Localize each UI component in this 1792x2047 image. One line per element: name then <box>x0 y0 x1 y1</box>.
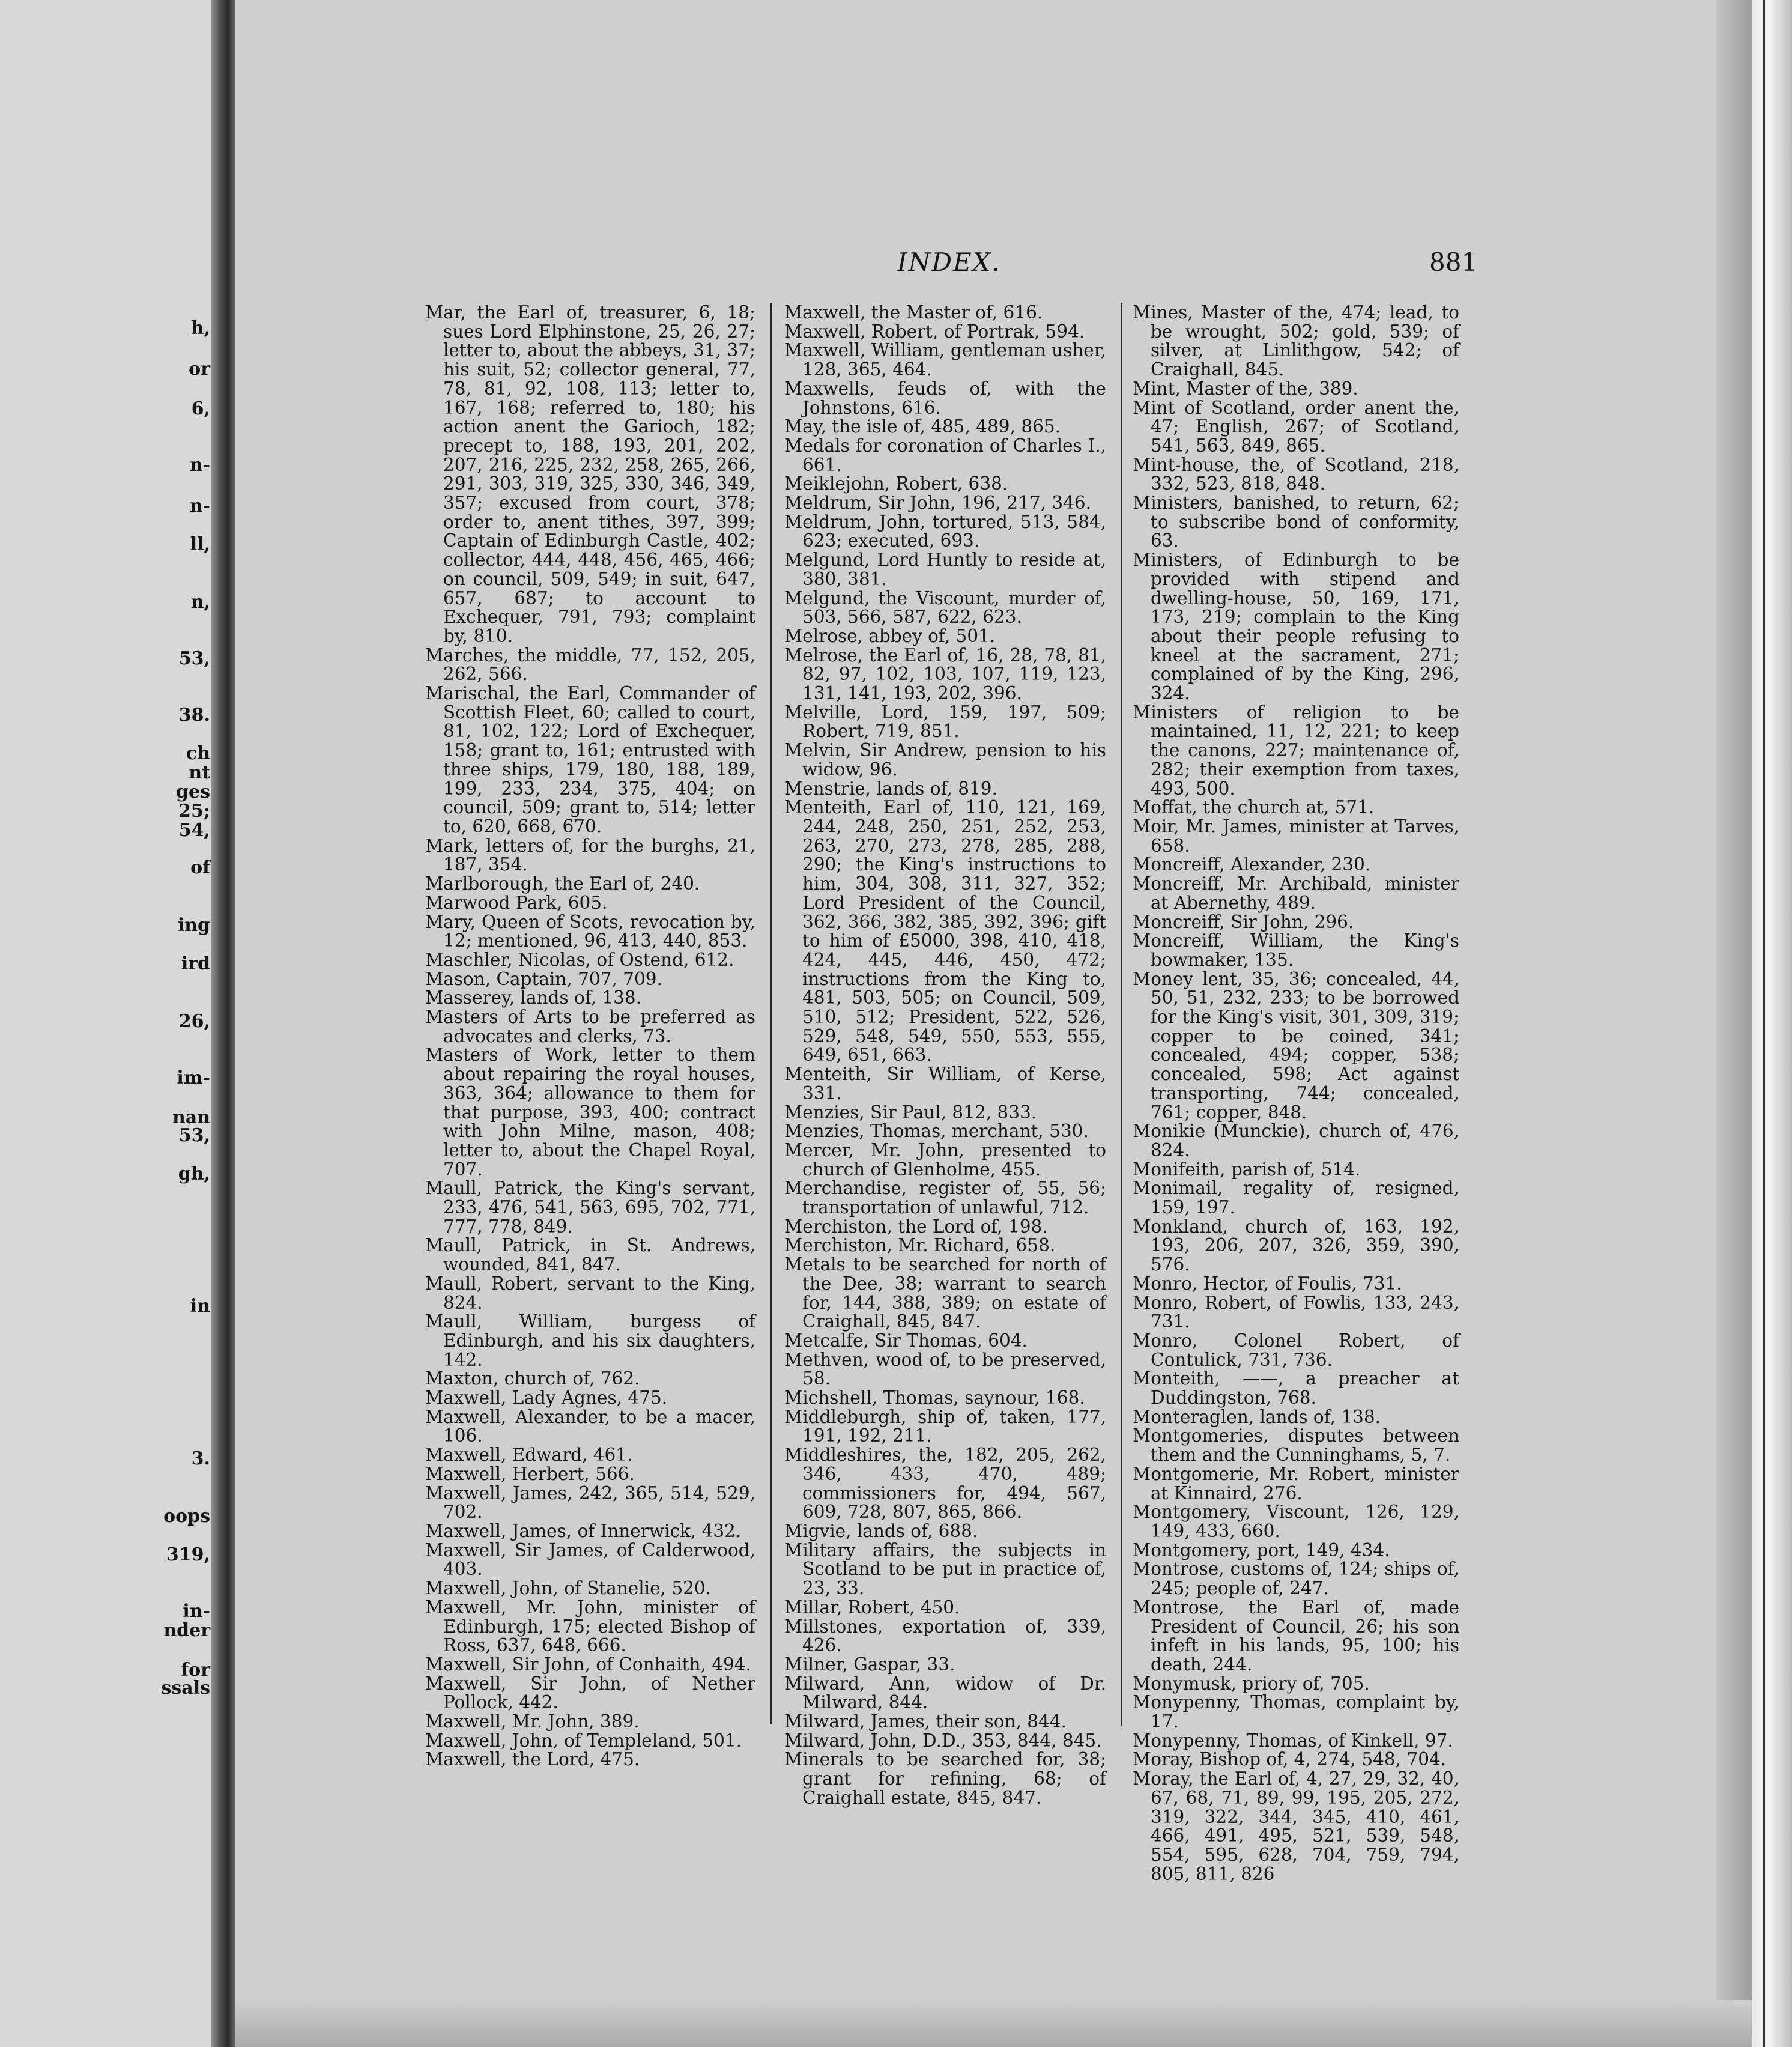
facing-page-fragment: nan <box>172 1107 210 1128</box>
index-entry: Mint-house, the, of Scotland, 218, 332, 523, 818, 848. <box>1133 454 1459 494</box>
index-entry: Monro, Hector, of Foulis, 731. <box>1133 1273 1402 1294</box>
scan-border-line <box>1763 0 1765 2047</box>
facing-page-fragment: ll, <box>190 534 210 555</box>
facing-page-fragment: 319, <box>166 1544 210 1565</box>
index-entry: Merchiston, Mr. Richard, 658. <box>784 1235 1056 1256</box>
facing-page-fragment: ssals <box>161 1678 210 1699</box>
index-entry: Marches, the middle, 77, 152, 205, 262, 566. <box>425 644 755 685</box>
index-entry: Moncreiff, Mr. Archibald, minister at Abernethy, 489. <box>1133 873 1459 913</box>
index-column-2 <box>784 303 1106 1808</box>
facing-page-fragment: ing <box>177 915 210 936</box>
index-entry: Maxwell, the Master of, 616. <box>784 302 1043 323</box>
page-edge-shadow <box>1716 0 1752 2047</box>
index-entry: Maxwell, the Lord, 475. <box>425 1749 640 1770</box>
index-entry: Maxwell, Robert, of Portrak, 594. <box>784 321 1085 342</box>
index-entry: Moncreiff, William, the King's bowmaker, 135. <box>1133 930 1459 970</box>
scan-margin <box>1752 0 1792 2047</box>
index-entry: Moray, Bishop of, 4, 274, 548, 704. <box>1133 1749 1447 1770</box>
index-entry: Masters of Work, letter to them about repairing the royal houses, 363, 364; allowance to them for that purpose, 393, 400; contract with John Milne, mason, 408; letter to, about the Chapel Royal, 707. <box>425 1045 755 1180</box>
index-entry: Masserey, lands of, 138. <box>425 987 642 1008</box>
running-head: INDEX. <box>897 247 1001 277</box>
facing-page-fragment: nt <box>189 762 210 783</box>
facing-page-fragment: or <box>189 359 210 380</box>
index-entry: Mercer, Mr. John, presented to church of Glenholme, 455. <box>784 1139 1106 1180</box>
index-entry: Montgomery, port, 149, 434. <box>1133 1539 1390 1560</box>
index-entry: Merchandise, register of, 55, 56; transportation of unlawful, 712. <box>784 1178 1106 1218</box>
index-entry: Maxwell, James, 242, 365, 514, 529, 702. <box>425 1482 755 1523</box>
facing-page-fragment: in- <box>183 1601 210 1622</box>
index-entry: Mason, Captain, 707, 709. <box>425 968 662 989</box>
index-entry: Mar, the Earl of, treasurer, 6, 18; sues Lord Elphinstone, 25, 26, 27; letter to, about the abbeys, 31, 37; his suit, 52; collector general, 77, 78, 81, 92, 108, 113; letter to, 167, 168; referred to, 180; his action anent the Garioch, 182; precept to, 188, 193, 201, 202, 207, 216, 225, 232, 258, 265, 266, 291, 303, 319, 325, 330, 346, 349, 357; excused from court, 378; order to, anent tithes, 397, 399; Captain of Edinburgh Castle, 402; collector, 444, 448, 456, 465, 466; on council, 509, 549; in suit, 647, 657, 687; to account to Exchequer, 791, 793; complaint by, 810. <box>425 302 755 646</box>
index-entry: Migvie, lands of, 688. <box>784 1521 978 1541</box>
facing-page-fragment: ch <box>186 743 210 764</box>
index-entry: Maxwell, James, of Innerwick, 432. <box>425 1521 742 1541</box>
facing-page-fragment: gh, <box>178 1163 210 1184</box>
index-entry: Maxwell, Sir James, of Calderwood, 403. <box>425 1539 755 1580</box>
index-entry: Middleburgh, ship of, taken, 177, 191, 192, 211. <box>784 1406 1106 1446</box>
book-gutter <box>211 0 235 2047</box>
facing-page-fragment: n- <box>189 496 210 517</box>
facing-page-fragment: oops <box>163 1506 210 1527</box>
index-entry: Monteraglen, lands of, 138. <box>1133 1406 1381 1427</box>
index-entry: Maxwells, feuds of, with the Johnstons, 616. <box>784 378 1106 418</box>
facing-page-fragment: n, <box>190 592 210 613</box>
facing-page-fragment: for <box>181 1660 210 1681</box>
index-entry: Marischal, the Earl, Commander of Scottish Fleet, 60; called to court, 81, 102, 122; Lord of Exchequer, 158; grant to, 161; entrusted with three ships, 179, 180, 188, 189, 199, 233, 234, 375, 404; on council, 509; grant to, 514; letter to, 620, 668, 670. <box>425 683 755 837</box>
facing-page-fragment: ges <box>176 781 210 802</box>
index-entry: Maxwell, Lady Agnes, 475. <box>425 1387 668 1409</box>
index-entry: Monypenny, Thomas, complaint by, 17. <box>1133 1692 1459 1732</box>
facing-page-fragment: in <box>190 1296 210 1317</box>
index-entry: Melgund, the Viscount, murder of, 503, 566, 587, 622, 623. <box>784 587 1106 628</box>
index-entry: Meldrum, Sir John, 196, 217, 346. <box>784 493 1092 514</box>
index-entry: Maxwell, Sir John, of Nether Pollock, 442. <box>425 1673 755 1713</box>
index-entry: Milward, Ann, widow of Dr. Milward, 844. <box>784 1673 1106 1713</box>
index-entry: Melrose, abbey of, 501. <box>784 625 996 646</box>
facing-page-fragment: of <box>190 857 210 878</box>
facing-page-fragment: 26, <box>178 1011 210 1032</box>
index-entry: Monro, Colonel Robert, of Contulick, 731, 736. <box>1133 1330 1459 1370</box>
index-entry: Melgund, Lord Huntly to reside at, 380, 381. <box>784 550 1106 589</box>
index-entry: Meiklejohn, Robert, 638. <box>784 473 1008 494</box>
facing-page-fragment: n- <box>189 455 210 476</box>
index-entry: Melvin, Sir Andrew, pension to his widow, 96. <box>784 740 1106 780</box>
index-entry: Monifeith, parish of, 514. <box>1133 1159 1361 1180</box>
index-entry: Ministers, banished, to return, 62; to subscribe bond of conformity, 63. <box>1133 493 1459 551</box>
index-entry: Millar, Robert, 450. <box>784 1597 960 1618</box>
facing-page-fragment: ird <box>181 953 210 974</box>
index-entry: Menteith, Earl of, 110, 121, 169, 244, 248, 250, 251, 252, 253, 263, 270, 273, 278, 285, 288, 290; the King's instructions to him, 304, 308, 311, 327, 352; Lord President of the Council, 362, 366, 382, 385, 392, 396; gift to him of £5000, 398, 410, 418, 424, 445, 446, 450, 472; instructions from the King to, 481, 503, 505; on Council, 509, 510, 512; President, 522, 526, 529, 548, 549, 550, 553, 555, 649, 651, 663. <box>784 797 1106 1066</box>
index-entry: Monimail, regality of, resigned, 159, 197. <box>1133 1178 1459 1218</box>
index-entry: Metals to be searched for north of the Dee, 38; warrant to search for, 144, 388, 389; on estate of Craighall, 845, 847. <box>784 1254 1106 1332</box>
index-entry: Mint of Scotland, order anent the, 47; English, 267; of Scotland, 541, 563, 849, 865. <box>1133 397 1459 456</box>
index-entry: Minerals to be searched for, 38; grant for refining, 68; of Craighall estate, 845, 847. <box>784 1749 1106 1808</box>
index-entry: Maxwell, Herbert, 566. <box>425 1463 635 1484</box>
index-entry: Maxwell, Mr. John, minister of Edinburgh, 175; elected Bishop of Ross, 637, 648, 666. <box>425 1597 755 1656</box>
index-entry: Money lent, 35, 36; concealed, 44, 50, 51, 232, 233; to be borrowed for the King's visit, 301, 309, 319; copper to be coined, 341; concealed, 494; copper, 538; concealed, 598; Act against transporting, 744; concealed, 761; copper, 848. <box>1133 968 1459 1123</box>
page-number: 881 <box>1429 247 1478 277</box>
facing-page-fragment: 54, <box>178 820 210 841</box>
index-entry: Maull, Patrick, the King's servant, 233, 476, 541, 563, 695, 702, 771, 777, 778, 849. <box>425 1178 755 1237</box>
index-entry: Maull, Robert, servant to the King, 824. <box>425 1273 755 1313</box>
column-rule-2 <box>1121 303 1122 1726</box>
index-entry: Maxwell, Edward, 461. <box>425 1445 633 1466</box>
index-entry: Mary, Queen of Scots, revocation by, 12; mentioned, 96, 413, 440, 853. <box>425 911 755 951</box>
index-entry: Moir, Mr. James, minister at Tarves, 658. <box>1133 816 1459 856</box>
index-entry: Masters of Arts to be preferred as advocates and clerks, 73. <box>425 1007 755 1046</box>
index-entry: Maxwell, William, gentleman usher, 128, 365, 464. <box>784 340 1106 380</box>
index-entry: Middleshires, the, 182, 205, 262, 346, 433, 470, 489; commissioners for, 494, 567, 609, 728, 807, 865, 866. <box>784 1445 1106 1523</box>
facing-page-text-fragments <box>0 0 210 2047</box>
facing-page-fragment: nder <box>163 1620 210 1641</box>
index-entry: Montgomerie, Mr. Robert, minister at Kinnaird, 276. <box>1133 1463 1459 1503</box>
facing-page-fragment: 38. <box>178 705 210 726</box>
index-entry: Maxwell, Alexander, to be a macer, 106. <box>425 1406 755 1446</box>
index-entry: Monteith, ——, a preacher at Duddingston, 768. <box>1133 1368 1459 1409</box>
index-entry: Maschler, Nicolas, of Ostend, 612. <box>425 949 734 970</box>
column-rule-1 <box>770 303 772 1724</box>
index-entry: Montgomery, Viscount, 126, 129, 149, 433, 660. <box>1133 1502 1459 1541</box>
index-entry: Maxwell, Mr. John, 389. <box>425 1711 640 1732</box>
index-entry: Michshell, Thomas, saynour, 168. <box>784 1387 1085 1409</box>
index-entry: Monikie (Munckie), church of, 476, 824. <box>1133 1121 1459 1160</box>
index-entry: Moray, the Earl of, 4, 27, 29, 32, 40, 67, 68, 71, 89, 99, 195, 205, 272, 319, 322, 344, 345, 410, 461, 466, 491, 495, 521, 539, 548, 554, 595, 628, 704, 759, 794, 805, 811, 826 <box>1133 1768 1459 1884</box>
index-entry: Maxwell, John, of Templeland, 501. <box>425 1730 742 1751</box>
index-entry: May, the isle of, 485, 489, 865. <box>784 416 1061 437</box>
facing-page-fragment: 6, <box>191 398 210 419</box>
index-column-3 <box>1133 303 1459 1884</box>
index-entry: Mines, Master of the, 474; lead, to be wrought, 502; gold, 539; of silver, at Linlithgow, 542; of Craighall, 845. <box>1133 302 1459 380</box>
index-entry: Milward, John, D.D., 353, 844, 845. <box>784 1730 1102 1751</box>
index-entry: Mint, Master of the, 389. <box>1133 378 1358 399</box>
index-entry: Montgomeries, disputes between them and the Cunninghams, 5, 7. <box>1133 1425 1459 1466</box>
index-entry: Milner, Gaspar, 33. <box>784 1654 955 1675</box>
index-entry: Maxwell, Sir John, of Conhaith, 494. <box>425 1654 751 1675</box>
index-entry: Monro, Robert, of Fowlis, 133, 243, 731. <box>1133 1292 1459 1332</box>
index-entry: Monymusk, priory of, 705. <box>1133 1673 1370 1694</box>
index-entry: Moncreiff, Sir John, 296. <box>1133 911 1354 932</box>
facing-page-fragment: im- <box>177 1067 210 1088</box>
index-entry: Montrose, customs of, 124; ships of, 245; people of, 247. <box>1133 1559 1459 1599</box>
index-entry: Milward, James, their son, 844. <box>784 1711 1067 1732</box>
index-entry: Maxwell, John, of Stanelie, 520. <box>425 1578 712 1599</box>
index-entry: Maxton, church of, 762. <box>425 1368 640 1389</box>
index-entry: Meldrum, John, tortured, 513, 584, 623; executed, 693. <box>784 511 1106 551</box>
facing-page-fragment: 53, <box>178 648 210 669</box>
facing-page-fragment: h, <box>190 318 210 339</box>
index-entry: Marlborough, the Earl of, 240. <box>425 873 700 894</box>
index-entry: Millstones, exportation of, 339, 426. <box>784 1616 1106 1656</box>
index-entry: Ministers of religion to be maintained, 11, 12, 221; to keep the canons, 227; maintenance of, 282; their exemption from taxes, 493, 500. <box>1133 702 1459 799</box>
index-entry: Merchiston, the Lord of, 198. <box>784 1216 1048 1237</box>
index-entry: Metcalfe, Sir Thomas, 604. <box>784 1330 1028 1351</box>
index-entry: Medals for coronation of Charles I., 661. <box>784 435 1106 475</box>
index-entry: Methven, wood of, to be preserved, 58. <box>784 1349 1106 1389</box>
index-entry: Menzies, Sir Paul, 812, 833. <box>784 1102 1037 1123</box>
facing-page-fragment: 25; <box>178 801 210 822</box>
index-column-1 <box>425 303 755 1770</box>
index-entry: Menzies, Thomas, merchant, 530. <box>784 1121 1089 1142</box>
index-entry: Moffat, the church at, 571. <box>1133 797 1375 818</box>
facing-page-edge <box>0 0 216 2047</box>
facing-page-fragment: 3. <box>191 1448 210 1469</box>
page-bottom-shadow <box>235 2000 1752 2047</box>
index-entry: Maull, Patrick, in St. Andrews, wounded, 841, 847. <box>425 1235 755 1275</box>
index-entry: Military affairs, the subjects in Scotland to be put in practice of, 23, 33. <box>784 1539 1106 1599</box>
index-entry: Melville, Lord, 159, 197, 509; Robert, 719, 851. <box>784 702 1106 742</box>
index-entry: Monypenny, Thomas, of Kinkell, 97. <box>1133 1730 1453 1751</box>
index-entry: Maull, William, burgess of Edinburgh, and his six daughters, 142. <box>425 1311 755 1370</box>
index-entry: Marwood Park, 605. <box>425 892 608 913</box>
index-entry: Ministers, of Edinburgh to be provided with stipend and dwelling-house, 50, 169, 171, 173, 219; complain to the King about their people refusing to kneel at the sacrament, 271; complained of by the King, 296, 324. <box>1133 550 1459 704</box>
index-entry: Monkland, church of, 163, 192, 193, 206, 207, 326, 359, 390, 576. <box>1133 1216 1459 1275</box>
index-entry: Mark, letters of, for the burghs, 21, 187, 354. <box>425 835 755 875</box>
index-entry: Montrose, the Earl of, made President of Council, 26; his son infeft in his lands, 95, 100; his death, 244. <box>1133 1597 1459 1675</box>
index-entry: Moncreiff, Alexander, 230. <box>1133 854 1371 875</box>
index-entry: Menstrie, lands of, 819. <box>784 778 997 799</box>
facing-page-fragment: 53, <box>178 1125 210 1146</box>
index-entry: Melrose, the Earl of, 16, 28, 78, 81, 82, 97, 102, 103, 107, 119, 123, 131, 141, 193, 202, 396. <box>784 644 1106 704</box>
index-entry: Menteith, Sir William, of Kerse, 331. <box>784 1064 1106 1103</box>
